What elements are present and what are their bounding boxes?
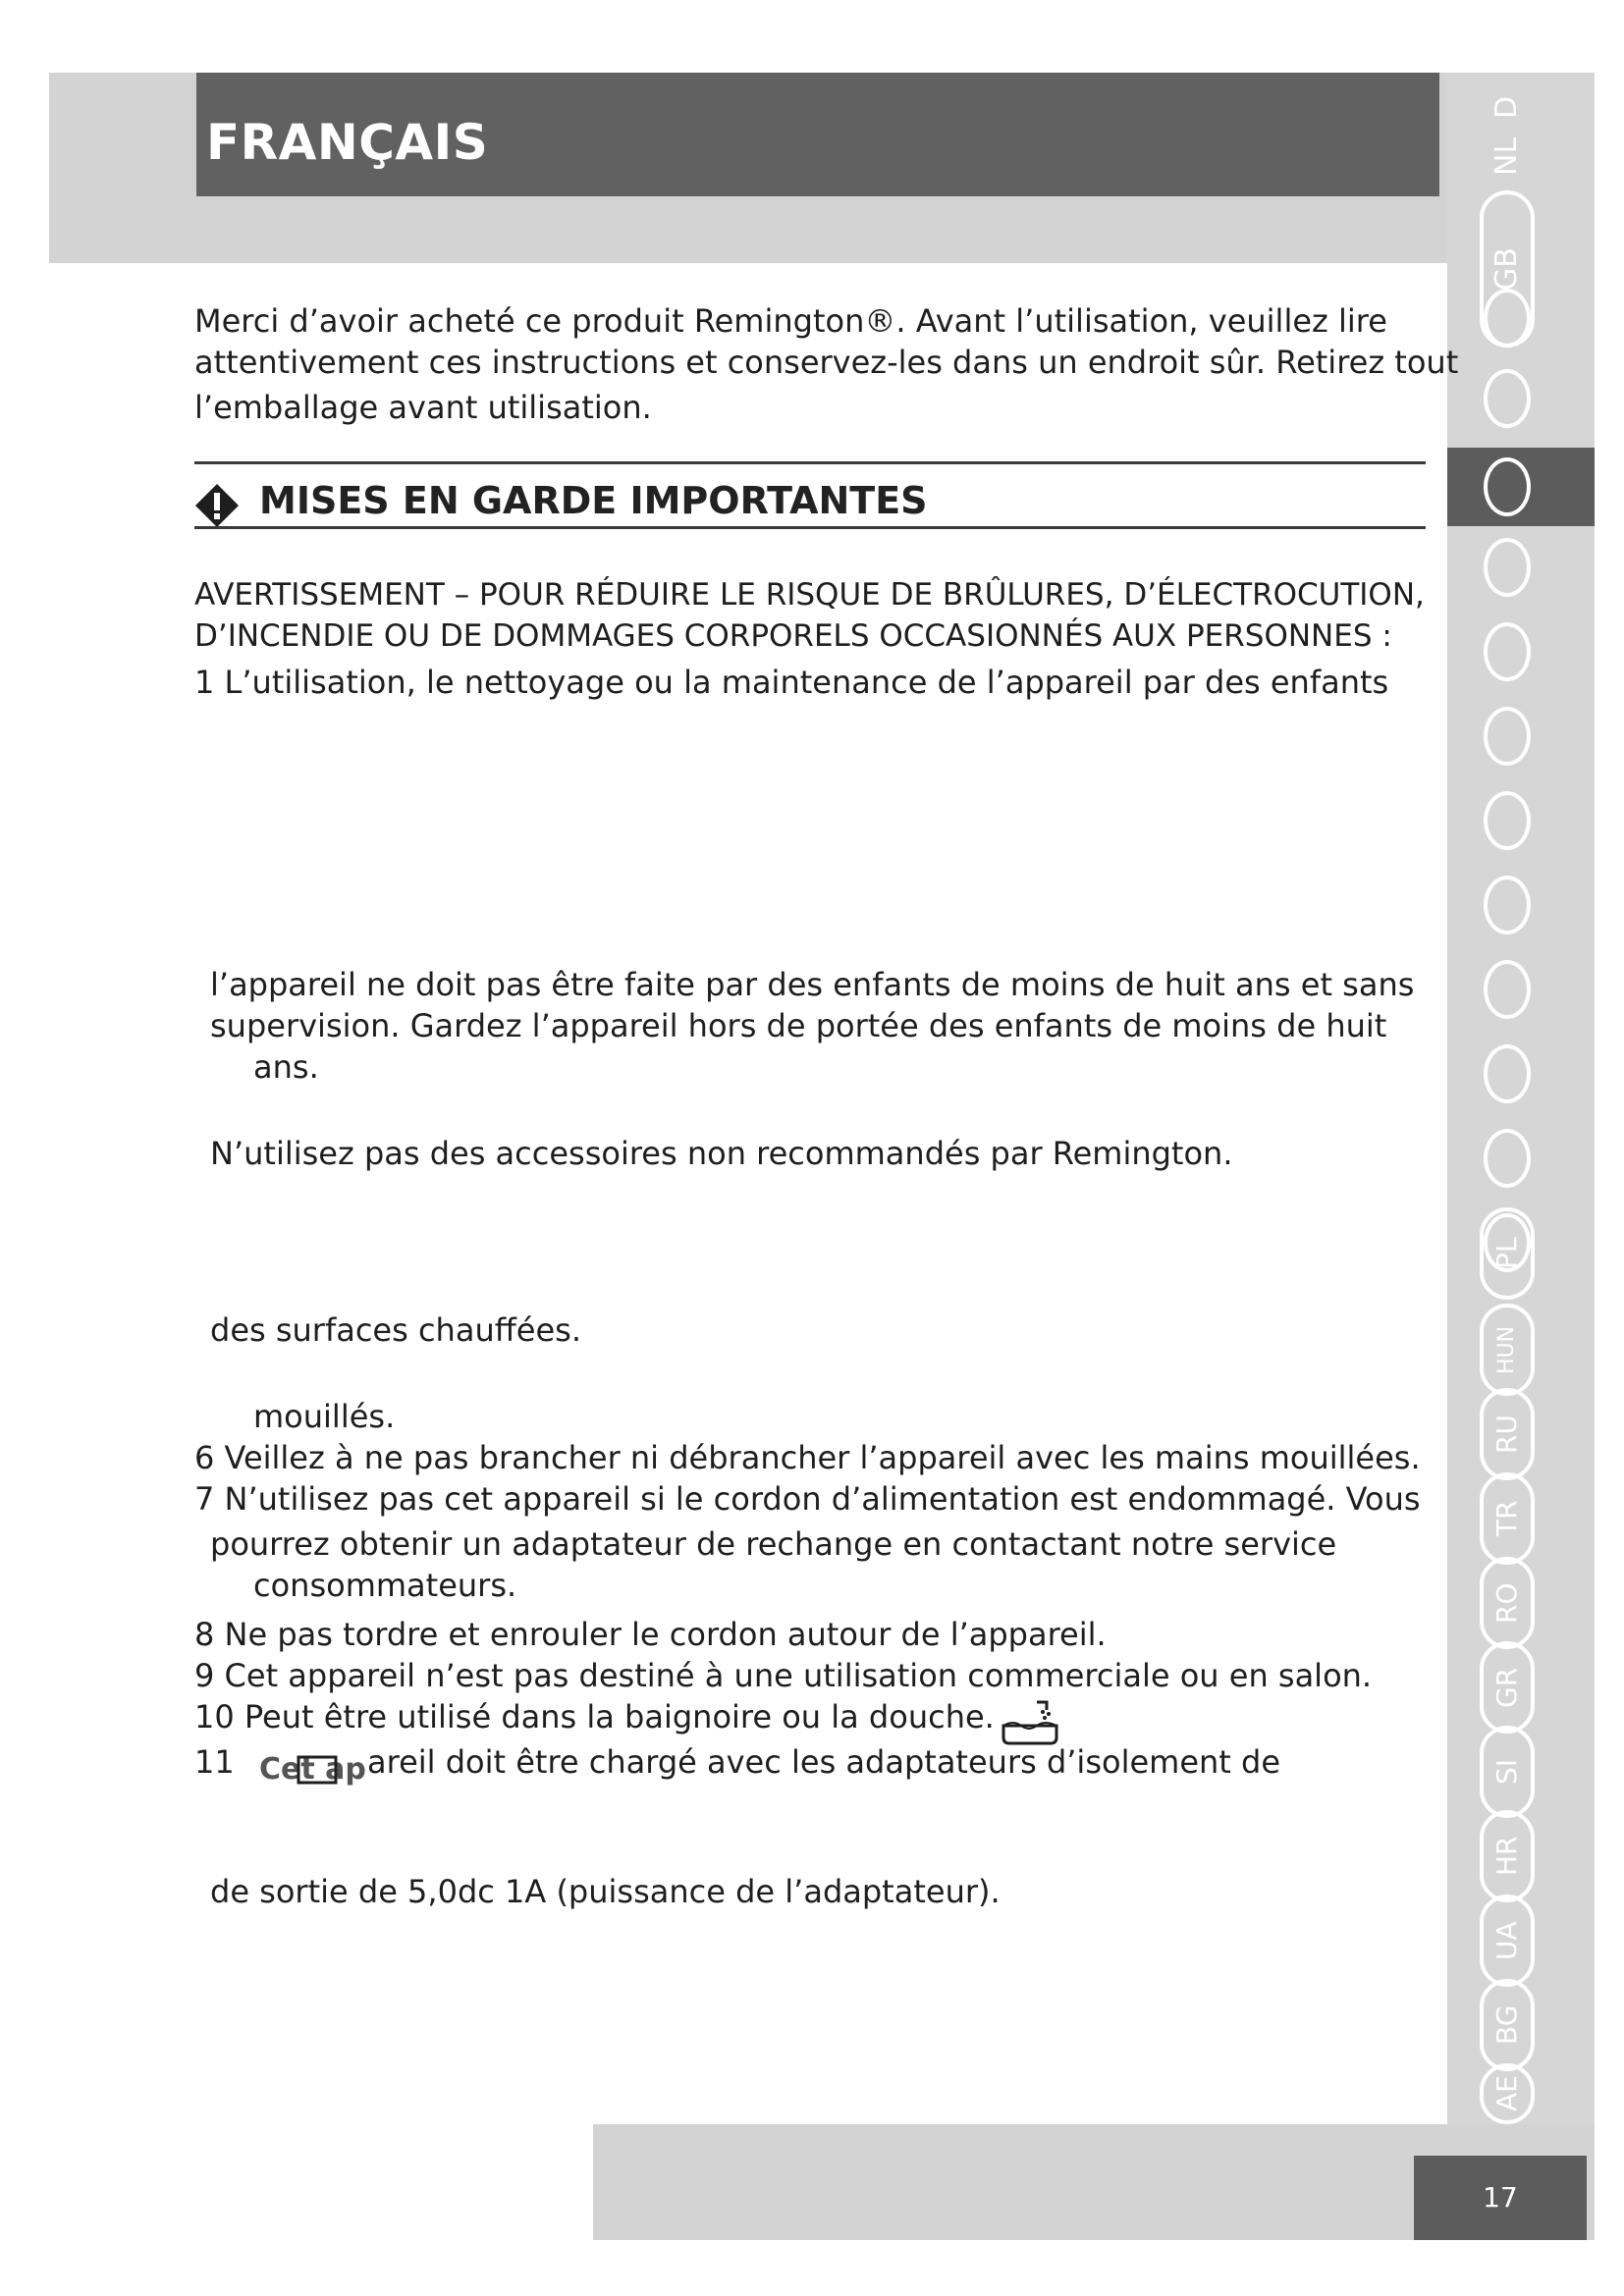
list-item-9-line: 9 Cet appareil n’est pas destiné à une utilisation commerciale ou en salon.: [194, 1657, 1373, 1694]
warning-diamond-icon: [194, 483, 240, 528]
list-item-10-line: 10 Peut être utilisé dans la baignoire ou la douche.: [194, 1698, 995, 1735]
language-tab-circle-active[interactable]: [1484, 457, 1531, 516]
language-tab-circle[interactable]: [1484, 960, 1531, 1019]
language-code-ae: AE: [1490, 2075, 1523, 2112]
section-title: MISES EN GARDE IMPORTANTES: [259, 479, 928, 522]
list-item-7-line: 7 N’utilisez pas cet appareil si le cordon d’alimentation est endommagé. Vous: [194, 1480, 1421, 1518]
list-item-1-line: l’appareil ne doit pas être faite par des enfants de moins de huit ans et sans: [210, 966, 1415, 1003]
list-item-11-number: 11: [194, 1743, 235, 1781]
language-code-hun: HUN: [1494, 1325, 1519, 1374]
list-item-11-line: de sortie de 5,0dc 1A (puissance de l’adaptateur).: [210, 1873, 1001, 1910]
list-item-1-line: 1 L’utilisation, le nettoyage ou la maintenance de l’appareil par des enfants: [194, 664, 1389, 701]
page-number: 17: [1483, 2181, 1518, 2214]
intro-line: l’emballage avant utilisation.: [194, 389, 652, 426]
language-code-d: D: [1489, 95, 1524, 119]
svg-text:Cet ap: Cet ap: [259, 1752, 366, 1787]
list-item-8-line: 8 Ne pas tordre et enrouler le cordon autour de l’appareil.: [194, 1616, 1107, 1653]
language-code-nl: NL: [1489, 136, 1524, 176]
language-code-ua: UA: [1490, 1921, 1523, 1960]
language-code-hr: HR: [1490, 1836, 1523, 1877]
bathtub-shower-icon: [996, 1698, 1064, 1747]
language-tab-circle[interactable]: [1484, 707, 1531, 766]
language-strip: [1447, 73, 1595, 2124]
list-item-6-line: 6 Veillez à ne pas brancher ni débrancher l’appareil avec les mains mouillées.: [194, 1439, 1421, 1476]
intro-line: attentivement ces instructions et conservez-les dans un endroit sûr. Retirez tout: [194, 344, 1459, 381]
language-tab-circle[interactable]: [1484, 369, 1531, 428]
list-item-1-line: supervision. Gardez l’appareil hors de portée des enfants de moins de huit: [210, 1007, 1387, 1044]
language-tab-circle[interactable]: [1484, 791, 1531, 850]
language-code-gr: GR: [1490, 1667, 1523, 1708]
section-rule-top: [194, 461, 1426, 464]
language-code-tr: TR: [1490, 1500, 1523, 1537]
language-code-bg: BG: [1490, 2004, 1523, 2046]
glyph-artifact-icon: [259, 1749, 377, 1789]
list-item-5-line: mouillés.: [253, 1398, 396, 1435]
language-code-ro: RO: [1490, 1582, 1523, 1624]
list-item-7-line: consommateurs.: [253, 1567, 517, 1604]
list-item-11-line: areil doit être chargé avec les adaptateurs d’isolement de: [367, 1743, 1280, 1781]
intro-line: Merci d’avoir acheté ce produit Remington®. Avant l’utilisation, veuillez lire: [194, 302, 1387, 340]
list-item-1-line: ans.: [253, 1048, 319, 1086]
language-tab-circle[interactable]: [1484, 622, 1531, 681]
page-title: FRANÇAIS: [206, 114, 489, 171]
warning-heading-line: AVERTISSEMENT – POUR RÉDUIRE LE RISQUE DE BRÛLURES, D’ÉLECTROCUTION,: [194, 577, 1425, 613]
language-tab-circle[interactable]: [1484, 1044, 1531, 1103]
language-tab-circle[interactable]: [1484, 876, 1531, 934]
list-item-4-line: des surfaces chauffées.: [210, 1311, 581, 1349]
language-tab-circle[interactable]: [1484, 538, 1531, 597]
language-tab-circle[interactable]: [1484, 1129, 1531, 1188]
warning-heading-line: D’INCENDIE OU DE DOMMAGES CORPORELS OCCASIONNÉS AUX PERSONNES :: [194, 618, 1392, 654]
list-item-2-line: N’utilisez pas des accessoires non recommandés par Remington.: [210, 1135, 1233, 1172]
language-tab-circle[interactable]: [1484, 289, 1531, 347]
language-code-si: SI: [1490, 1758, 1523, 1786]
language-code-ru: RU: [1490, 1415, 1523, 1454]
section-rule-bottom: [194, 526, 1426, 529]
language-code-gb: GB: [1489, 247, 1524, 291]
language-code-pl: PL: [1490, 1237, 1523, 1270]
list-item-7-line: pourrez obtenir un adaptateur de rechange en contactant notre service: [210, 1525, 1337, 1563]
